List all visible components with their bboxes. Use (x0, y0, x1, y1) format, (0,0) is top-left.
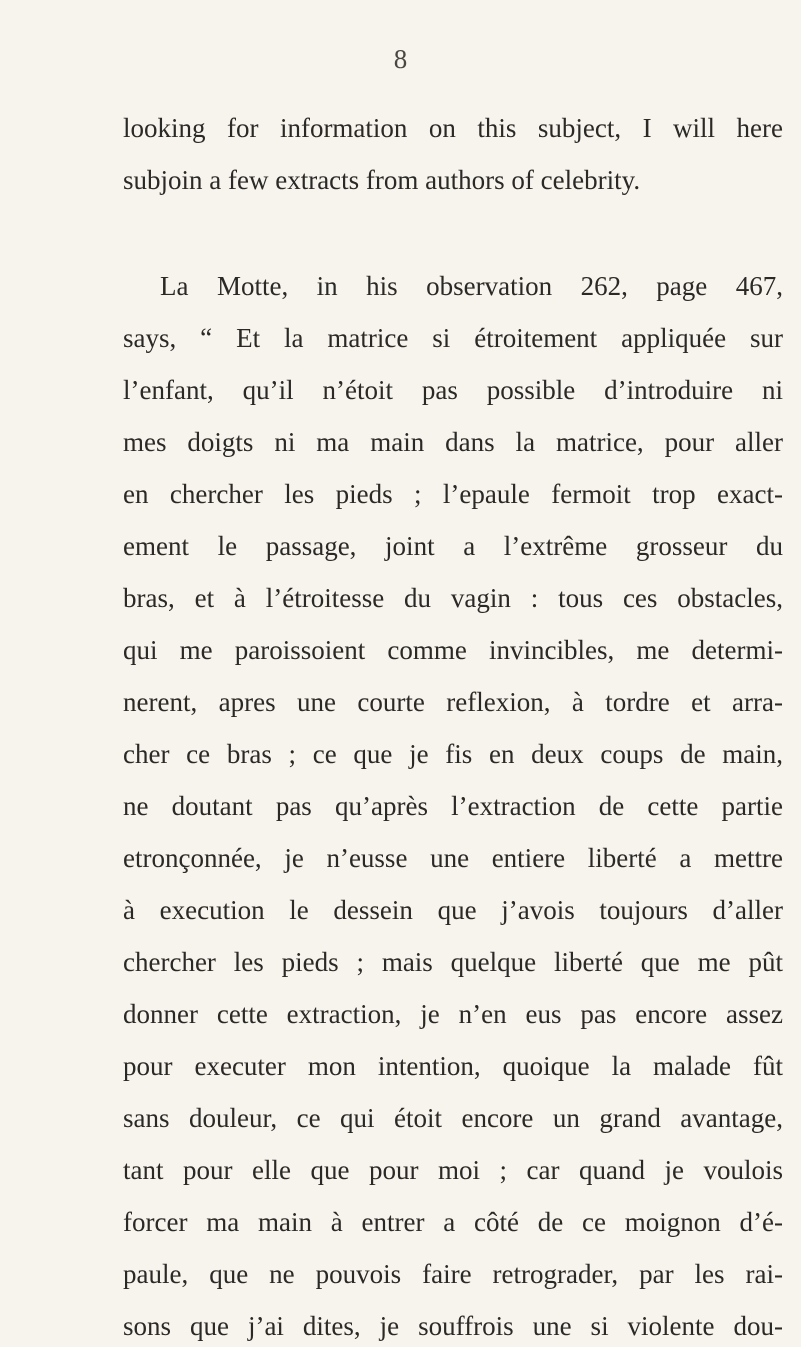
text-line: etronçonnée, je n’eusse une entiere liberté a mettre (123, 843, 783, 873)
text-line: paule, que ne pouvois faire retrograder, par les rai- (123, 1259, 783, 1289)
text-line: ement le passage, joint a l’extrême grosseur du (123, 531, 783, 561)
text-line: ne doutant pas qu’après l’extraction de cette partie (123, 791, 783, 821)
text-line: l’enfant, qu’il n’étoit pas possible d’introduire ni (123, 375, 783, 405)
text-line: nerent, apres une courte reflexion, à tordre et arra- (123, 687, 783, 717)
page-number: 8 (393, 44, 408, 74)
text-line: en chercher les pieds ; l’epaule fermoit trop exact- (123, 479, 783, 509)
text-line: donner cette extraction, je n’en eus pas encore assez (123, 999, 783, 1029)
text-line: says, “ Et la matrice si étroitement appliquée sur (123, 323, 783, 353)
text-line: à execution le dessein que j’avois toujours d’aller (123, 895, 783, 925)
text-line: bras, et à l’étroitesse du vagin : tous ces obstacles, (123, 583, 783, 613)
text-line: mes doigts ni ma main dans la matrice, pour aller (123, 427, 783, 457)
text-line: La Motte, in his observation 262, page 467, (160, 271, 783, 301)
text-line: sans douleur, ce qui étoit encore un grand avantage, (123, 1103, 783, 1133)
text-line: forcer ma main à entrer a côté de ce moignon d’é- (123, 1207, 783, 1237)
text-line: qui me paroissoient comme invincibles, me determi- (123, 635, 783, 665)
text-line: sons que j’ai dites, je souffrois une si violente dou- (123, 1311, 783, 1341)
text-line: subjoin a few extracts from authors of celebrity. (123, 165, 641, 195)
text-line: cher ce bras ; ce que je fis en deux coups de main, (123, 739, 783, 769)
text-line: chercher les pieds ; mais quelque liberté que me pût (123, 947, 783, 977)
text-line: tant pour elle que pour moi ; car quand je voulois (123, 1155, 783, 1185)
text-line: pour executer mon intention, quoique la malade fût (123, 1051, 783, 1081)
text-line: looking for information on this subject, I will here (123, 113, 783, 143)
